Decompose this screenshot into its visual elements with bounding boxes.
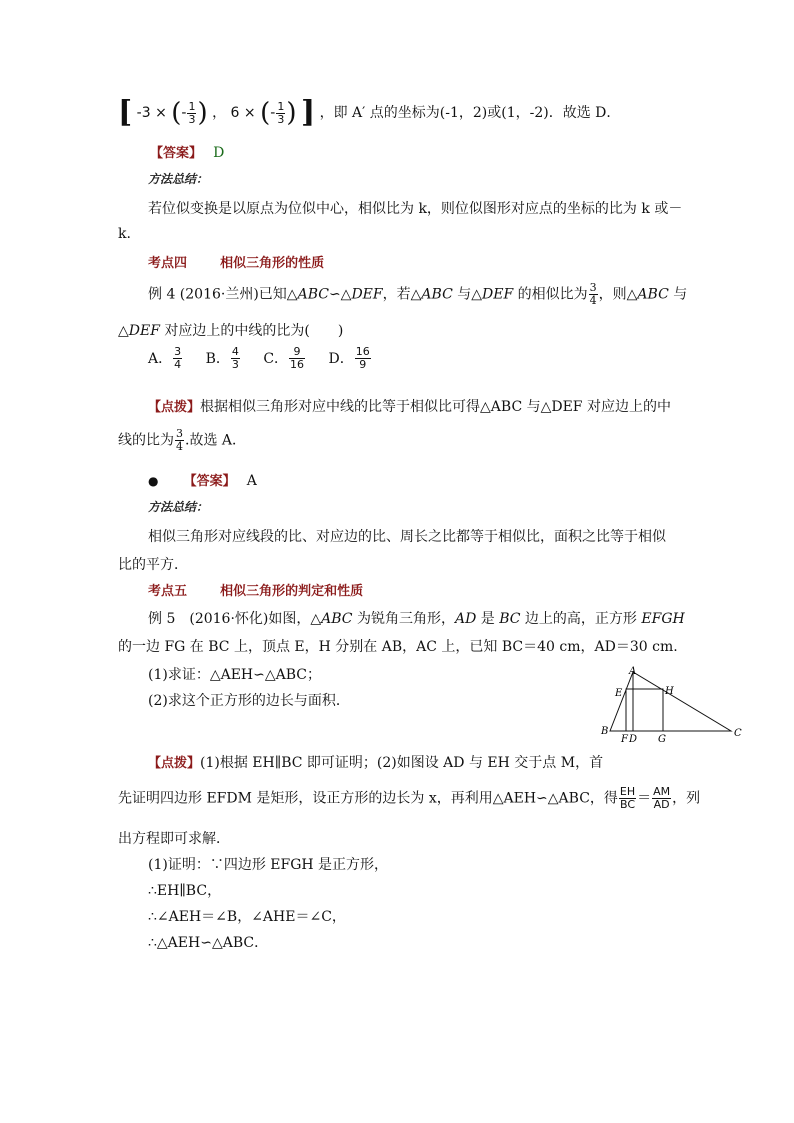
comma: ，	[212, 105, 227, 121]
answer-1	[150, 142, 224, 161]
hint-label: 【点拨】	[148, 400, 201, 415]
neg-three: -3	[136, 105, 151, 121]
coordinate-conclusion: ，即 A′ 点的坐标为(-1，2)或(1，-2)．故选 D．	[319, 105, 621, 121]
hint-5-line-3: 出方程即可求解．	[118, 831, 230, 847]
label-d: D	[629, 734, 638, 745]
minus-sign: -	[270, 105, 276, 121]
method-summary-label-2: 方法总结：	[148, 500, 209, 514]
option-b: B． $\frac{4}{3}$	[205, 345, 239, 371]
fraction-one-third: $\frac{1}{3}$	[277, 99, 285, 126]
left-bracket: [	[118, 95, 133, 130]
minus-sign: -	[181, 105, 187, 121]
key-point-5-heading	[148, 580, 363, 599]
key-point-label: 考点五	[148, 584, 188, 599]
option-c: C． $\frac{9}{16}$	[263, 345, 305, 371]
label-c: C	[734, 728, 742, 739]
key-point-4-heading	[148, 252, 324, 271]
bullet-icon: ●	[148, 474, 159, 488]
label-f: F	[621, 734, 628, 745]
answer-label: 【答案】	[150, 146, 203, 161]
six: 6	[230, 105, 240, 121]
hint-4-line-1: 【点拨】根据相似三角形对应中线的比等于相似比可得△ABC 与△DEF 对应边上的中	[148, 399, 671, 415]
proof-line-3: ∴∠AEH＝∠B，∠AHE＝∠C，	[148, 909, 346, 925]
fraction-one-third: $\frac{1}{3}$	[188, 99, 196, 126]
triangle-abc	[610, 672, 731, 731]
square-efgh	[626, 689, 663, 731]
coordinate-expression-line	[118, 95, 621, 130]
proof-line-2: ∴EH∥BC，	[148, 883, 222, 899]
left-paren: (	[171, 98, 182, 128]
example-5-question-2: (2)求这个正方形的边长与面积．	[148, 693, 350, 709]
hint-5-line-2: 先证明四边形 EFDM 是矩形，设正方形的边长为 x，再利用△AEH∽△ABC，得 $\frac{EH}{BC}$ ＝ $\frac{AM}{AD}$ ，列	[118, 785, 701, 811]
label-b: B	[601, 726, 609, 737]
method-summary-label-1: 方法总结：	[148, 172, 209, 186]
times-sign: ×	[155, 105, 167, 121]
answer-value: A	[246, 473, 257, 489]
method-summary-text-1b: k.	[118, 226, 131, 242]
method-summary-text-2a: 相似三角形对应线段的比、对应边的比、周长之比都等于相似比，面积之比等于相似	[148, 529, 666, 545]
answer-value: D	[213, 145, 225, 161]
key-point-title: 相似三角形的性质	[220, 256, 325, 271]
example-4-line-2: △DEF 对应边上的中线的比为( )	[118, 323, 344, 339]
label-e: E	[615, 688, 623, 699]
proof-line-4: ∴△AEH∽△ABC．	[148, 935, 269, 951]
method-summary-text-2b: 比的平方．	[118, 557, 188, 573]
right-paren: )	[286, 98, 297, 128]
method-summary-text-1a: 若位似变换是以原点为位似中心，相似比为 k，则位似图形对应点的坐标的比为 k 或－	[148, 201, 683, 217]
triangle-square-figure	[596, 664, 748, 746]
label-g: G	[658, 734, 666, 745]
option-d: D． $\frac{16}{9}$	[328, 345, 370, 371]
example-5-question-1: (1)求证：△AEH∽△ABC；	[148, 667, 322, 683]
right-bracket: ]	[300, 95, 316, 130]
left-paren: (	[260, 98, 271, 128]
times-sign: ×	[243, 105, 256, 121]
answer-2	[148, 470, 257, 489]
key-point-title: 相似三角形的判定和性质	[220, 584, 364, 599]
proof-line-1: (1)证明：∵四边形 EFGH 是正方形，	[148, 857, 389, 873]
answer-label: 【答案】	[183, 474, 236, 489]
hint-5-line-1: 【点拨】(1)根据 EH∥BC 即可证明；(2)如图设 AD 与 EH 交于点 M，首	[148, 755, 604, 771]
example-5-line-1: 例 5 (2016·怀化)如图，△ABC 为锐角三角形，AD 是 BC 边上的高，正方形 EFGH	[148, 611, 685, 627]
label-h: H	[665, 686, 674, 697]
example-4-line-1: 例 4 (2016·兰州)已知△ABC∽△DEF，若△ABC 与△DEF 的相似比为 $\frac{3}{4}$ ，则△ABC 与	[148, 281, 688, 307]
hint-label: 【点拨】	[148, 756, 201, 771]
hint-4-line-2: 线的比为 $\frac{3}{4}$ .故选 A．	[118, 427, 247, 453]
key-point-label: 考点四	[148, 256, 188, 271]
example-5-line-2: 的一边 FG 在 BC 上，顶点 E，H 分别在 AB，AC 上，已知 BC＝40 cm，AD＝30 cm.	[118, 639, 678, 655]
right-paren: )	[197, 98, 208, 128]
ratio-fraction: $\frac{3}{4}$	[589, 281, 597, 307]
option-a: A． $\frac{3}{4}$	[148, 345, 182, 371]
example-4-options	[148, 346, 372, 371]
label-a: A	[629, 666, 637, 677]
